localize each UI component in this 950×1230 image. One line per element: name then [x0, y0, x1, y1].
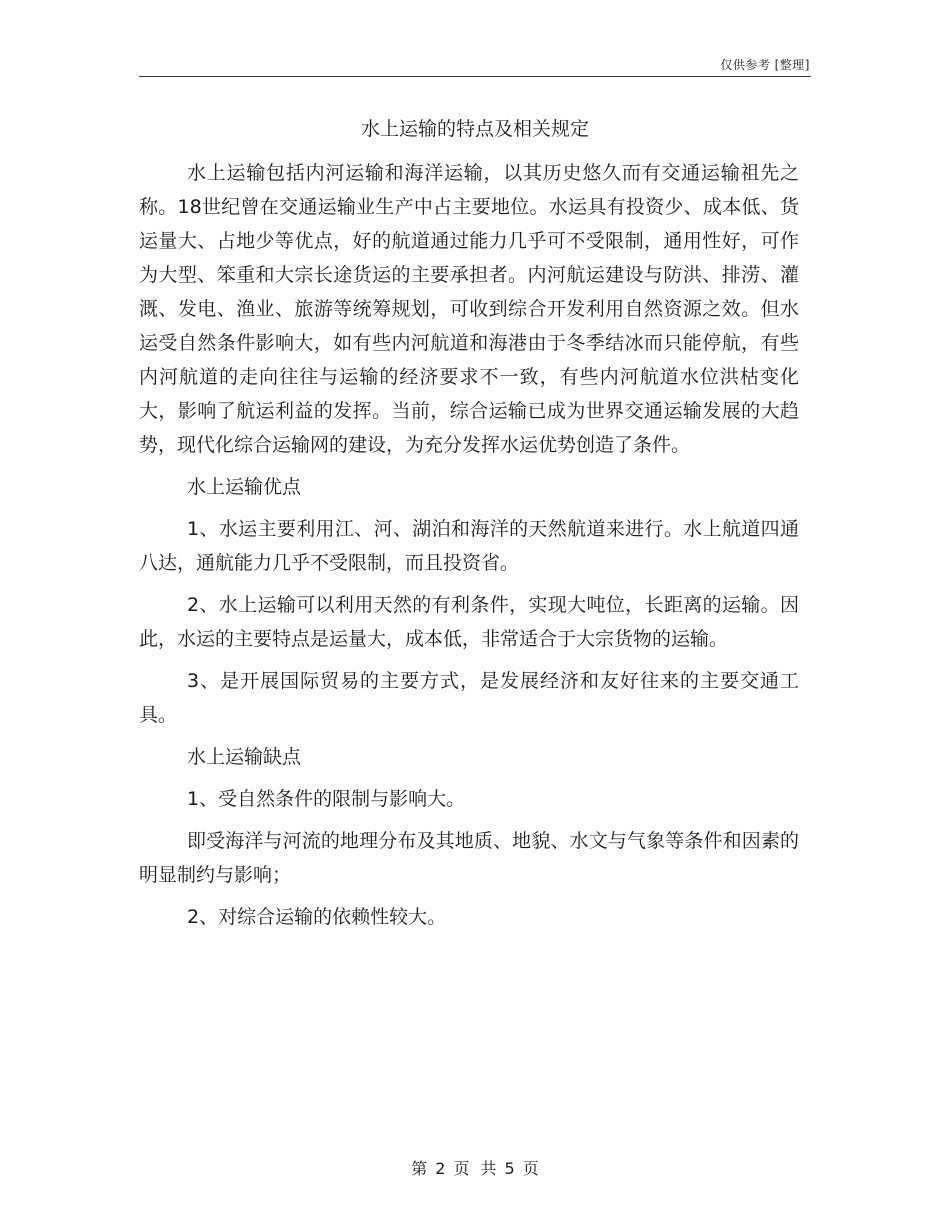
footer-middle: 页 共 [453, 1159, 497, 1178]
paragraph-advantage-2: 2、水上运输可以利用天然的有利条件，实现大吨位，长距离的运输。因此，水运的主要特点是运量大，成本低，非常适合于大宗货物的运输。 [139, 594, 799, 650]
page-number-footer [0, 1156, 950, 1179]
paragraph-disadvantage-1: 1、受自然条件的限制与影响大。 [187, 788, 466, 810]
document-body [139, 156, 799, 942]
paragraph-advantage-3: 3、是开展国际贸易的主要方式，是发展经济和友好往来的主要交通工具。 [139, 670, 799, 726]
footer-suffix: 页 [522, 1159, 539, 1178]
footer-total-pages: 5 [504, 1159, 515, 1178]
paragraph-advantage-1: 1、水运主要利用江、河、湖泊和海洋的天然航道来进行。水上航道四通八达，通航能力几乎不受限制，而且投资省。 [139, 518, 799, 574]
footer-prefix: 第 [411, 1159, 428, 1178]
section-heading-advantages: 水上运输优点 [187, 476, 302, 498]
document-title: 水上运输的特点及相关规定 [360, 118, 589, 140]
paragraph-intro: 水上运输包括内河运输和海洋运输，以其历史悠久而有交通运输祖先之称。18世纪曾在交通运输业生产中占主要地位。水运具有投资少、成本低、货运量大、占地少等优点，好的航道通过能力几乎可不受限制，通用性好，可作为大型、笨重和大宗长途货运的主要承担者。内河航运建设与防洪、排涝、灌溉、发电、渔业、旅游等统筹规划，可收到综合开发利用自然资源之效。但水运受自然条件影响大，如有些内河航道和海港由于冬季结冰而只能停航，有些内河航道的走向往往与运输的经济要求不一致，有些内河航道水位洪枯变化大，影响了航运利益的发挥。当前，综合运输已成为世界交通运输发展的大趋势，现代化综合运输网的建设，为充分发挥水运优势创造了条件。 [139, 162, 799, 456]
paragraph-disadvantage-2: 2、对综合运输的依赖性较大。 [187, 906, 447, 928]
footer-current-page: 2 [435, 1159, 446, 1178]
header-divider [139, 76, 811, 77]
paragraph-disadvantage-1-detail: 即受海洋与河流的地理分布及其地质、地貌、水文与气象等条件和因素的明显制约与影响； [139, 830, 799, 886]
section-heading-disadvantages: 水上运输缺点 [187, 746, 302, 768]
header-note: 仅供参考 [整理] [720, 58, 810, 72]
